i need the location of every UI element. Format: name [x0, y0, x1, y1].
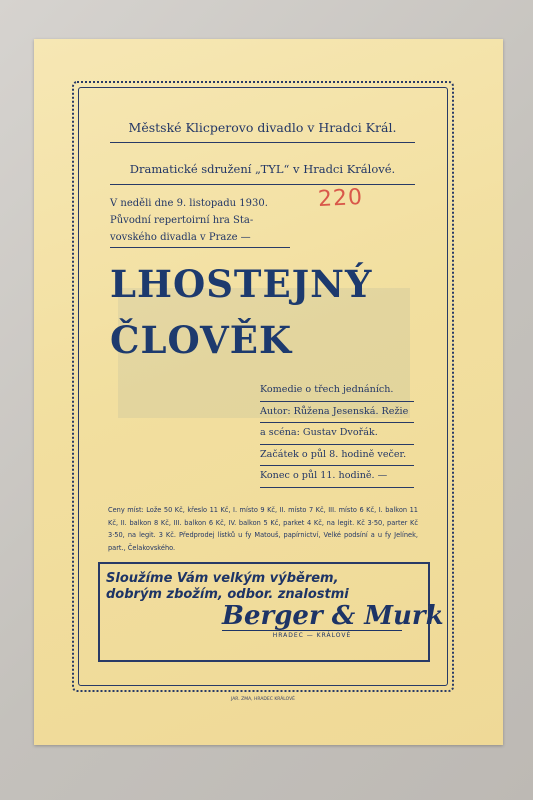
divider	[110, 247, 290, 248]
date-line: Původní repertoirní hra Sta-	[110, 215, 254, 226]
info-line: Konec o půl 11. hodině. —	[260, 466, 414, 488]
divider	[110, 142, 415, 143]
ticket-prices: Ceny míst: Lože 50 Kč, křeslo 11 Kč, I. místo 9 Kč, II. místo 7 Kč, III. místo 6 Kč, I. balkon 11 Kč, II. balkon 8 Kč, III. balkon 6 Kč, IV. balkon 5 Kč, parket 4 Kč, na legit. Kč 3·50, parter Kč 3·50, na legit. 3 Kč. Předprodej lístků u fy Matouš, papírnictví, Velké podsíní a u fy Jelínek, part., Čelakovského.	[108, 506, 418, 552]
handwritten-number: 220	[317, 184, 364, 213]
society-name: Dramatické sdružení „TYL“ v Hradci Králové.	[129, 162, 396, 176]
date-block	[110, 195, 275, 246]
info-line: Začátek o půl 8. hodině večer.	[260, 445, 414, 467]
play-title-line2: ČLOVĚK	[110, 318, 293, 362]
ad-line: Sloužíme Vám velkým výběrem,	[106, 571, 339, 586]
advertiser-location: HRADEC — KRÁLOVÉ	[222, 630, 402, 639]
date-line: V neděli dne 9. listopadu 1930.	[110, 198, 268, 209]
info-line: a scéna: Gustav Dvořák.	[260, 423, 414, 445]
advertisement-text	[106, 571, 349, 603]
play-info	[260, 380, 414, 488]
info-line: Komedie o třech jednáních.	[260, 380, 414, 402]
printer-imprint: JAR. ZMA, HRADEC KRÁLOVÉ	[230, 697, 296, 702]
info-line: Autor: Růžena Jesenská. Režie	[260, 402, 414, 424]
play-title-line1: LHOSTEJNÝ	[110, 262, 373, 306]
divider	[110, 184, 415, 185]
ad-line: dobrým zbožím, odbor. znalostmi	[106, 587, 349, 602]
date-line: vovského divadla v Praze —	[110, 232, 251, 243]
theatre-name: Městské Klicperovo divadlo v Hradci Král.	[128, 120, 397, 135]
advertiser-logo: Berger & Murk	[222, 601, 444, 631]
